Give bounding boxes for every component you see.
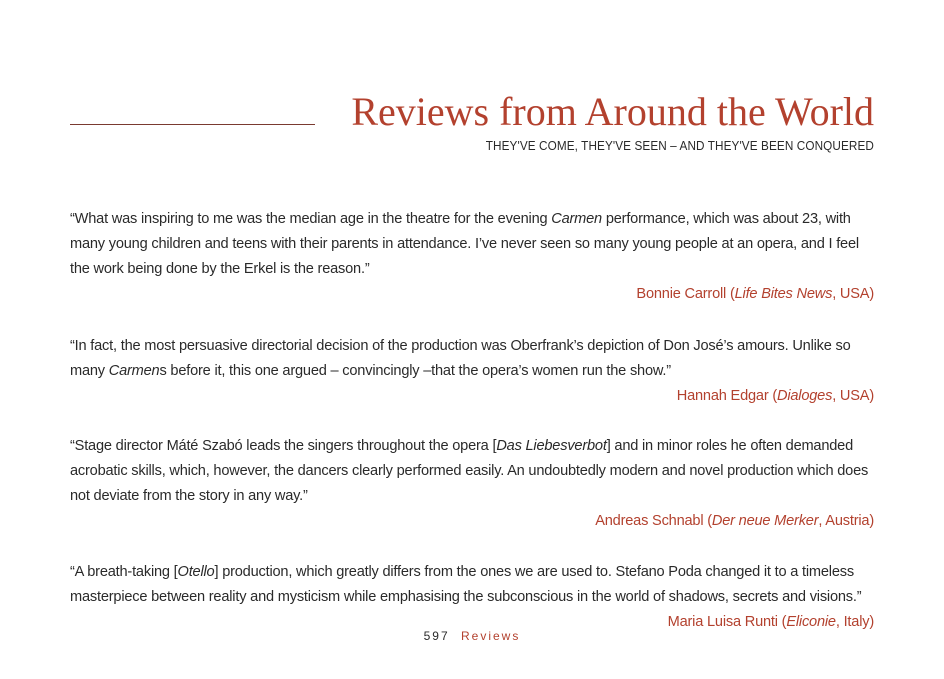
review-publication: Der neue Merker (711, 513, 819, 529)
page-footer (0, 628, 944, 644)
review-country: USA (839, 286, 870, 302)
page-subtitle: THEY'VE COME, THEY'VE SEEN – AND THEY'VE BEEN CONQUERED (485, 139, 874, 153)
review-2 (70, 334, 874, 409)
review-author: Hannah Edgar (676, 388, 769, 404)
quote-text-run: s before it, this one argued – convincingly –that the opera’s women run the show.” (159, 363, 671, 379)
review-3 (70, 434, 874, 534)
quote-text-run: performance, which was about 23, with many young children and teens with their parents in attendance. I’ve never seen so many young people at an opera, and I feel the work being done by the Erkel is the reason.” (70, 211, 859, 277)
review-quote (70, 207, 874, 282)
review-quote (70, 560, 874, 610)
page-number: 597 (423, 629, 450, 643)
title-rule (70, 124, 315, 125)
quote-italic-run: Carmen (551, 211, 602, 227)
quote-text-run: “A breath-taking [ (70, 564, 178, 580)
review-author: Maria Luisa Runti (667, 614, 778, 630)
review-citation: Hannah Edgar (Dialoges, USA) (676, 388, 874, 404)
quote-italic-run: Carmen (108, 363, 160, 379)
quote-text-run: “Stage director Máté Szabó leads the singers throughout the opera [ (70, 438, 497, 454)
review-4 (70, 560, 874, 635)
review-publication: Eliconie (786, 614, 836, 630)
quote-text-run: ] production, which greatly differs from the ones we are used to. Stefano Poda changed it to a timeless masterpiece between reality and mysticism while emphasising the subconscious in the world of shadows, secrets and visions.” (70, 564, 862, 605)
quote-text-run: “What was inspiring to me was the median age in the theatre for the evening (70, 211, 552, 227)
review-citation: Maria Luisa Runti (Eliconie, Italy) (667, 614, 874, 630)
review-country: USA (839, 388, 870, 404)
review-author: Andreas Schnabl (595, 513, 704, 529)
section-name: Reviews (461, 629, 521, 643)
quote-text-run: “In fact, the most persuasive directorial decision of the production was Oberfrank’s depiction of Don José’s amours. Unlike so many (70, 338, 851, 379)
review-quote (70, 434, 874, 509)
review-publication: Life Bites News (734, 286, 833, 302)
quote-text-run: ] and in minor roles he often demanded acrobatic skills, which, however, the dancers clearly performed easily. An undoubtedly modern and novel production which does not deviate from the story in any way.” (70, 438, 869, 504)
quote-italic-run: Otello (177, 564, 215, 580)
review-country: Austria (825, 513, 870, 529)
page-title: Reviews from Around the World (351, 89, 874, 134)
review-country: Italy (843, 614, 870, 630)
review-quote (70, 334, 874, 384)
review-1 (70, 207, 874, 307)
review-citation: Andreas Schnabl (Der neue Merker, Austria) (595, 513, 874, 529)
review-author: Bonnie Carroll (636, 286, 727, 302)
review-citation: Bonnie Carroll (Life Bites News, USA) (636, 286, 874, 302)
quote-italic-run: Das Liebesverbot (496, 438, 607, 454)
review-publication: Dialoges (777, 388, 833, 404)
